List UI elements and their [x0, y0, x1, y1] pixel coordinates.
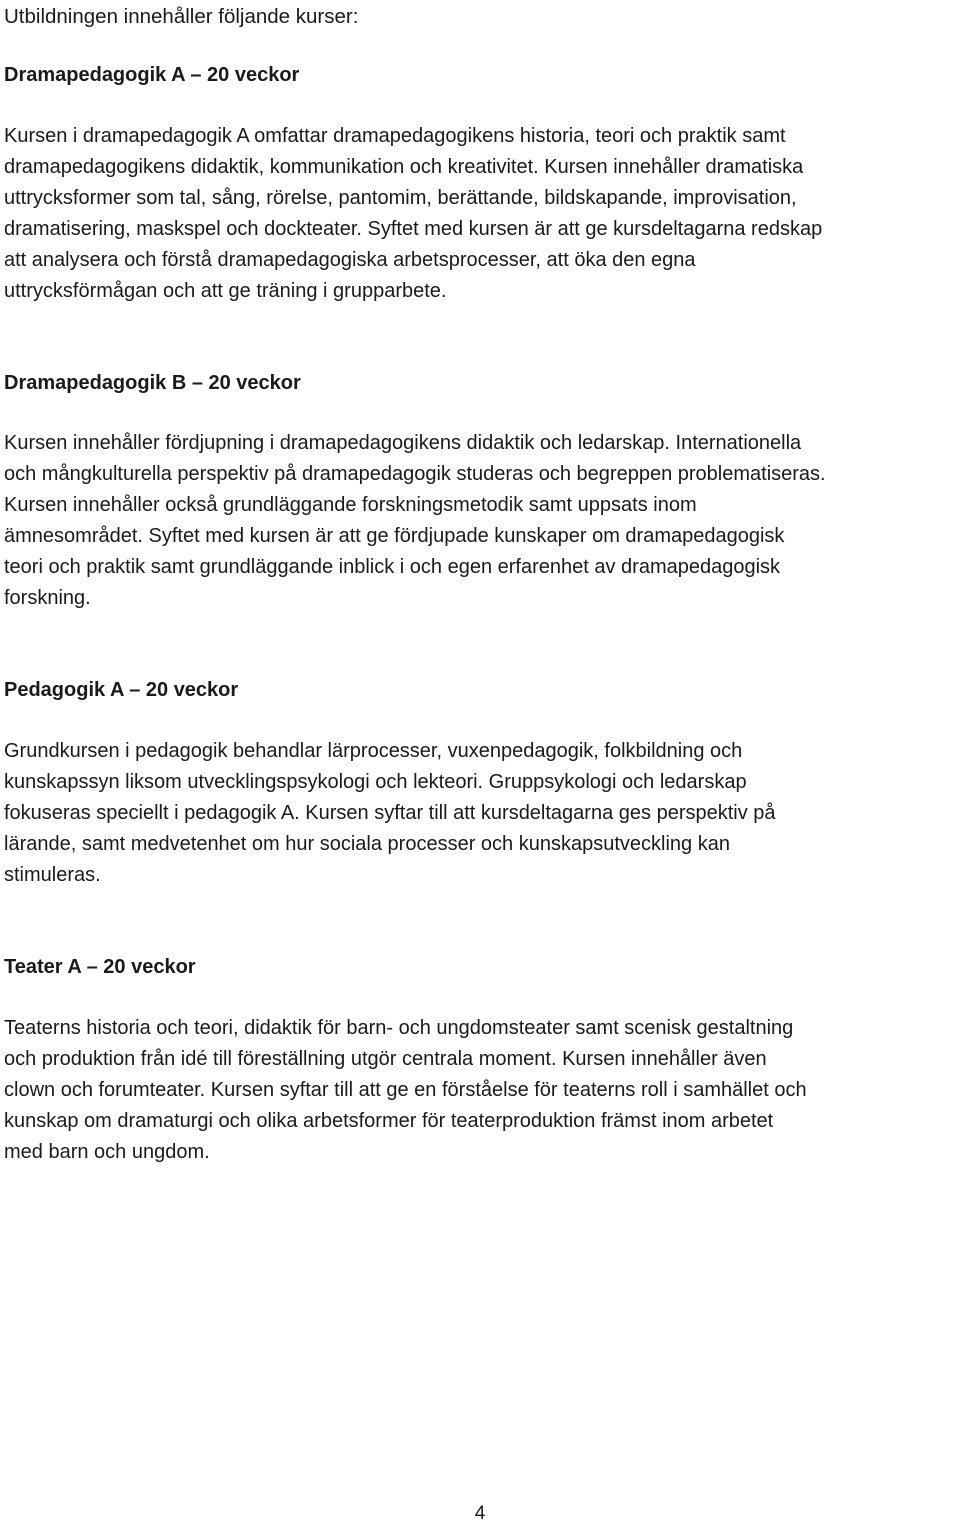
body-line: Teaterns historia och teori, didaktik för barn- och ungdomsteater samt scenisk gestaltning [4, 1017, 794, 1039]
section-heading-pedagogik-a: Pedagogik A – 20 veckor [4, 679, 239, 701]
body-line: kunskap om dramaturgi och olika arbetsformer för teaterproduktion främst inom arbetet [4, 1110, 774, 1132]
body-line: Kursen innehåller också grundläggande forskningsmetodik samt uppsats inom [4, 494, 697, 516]
body-line: Kursen i dramapedagogik A omfattar dramapedagogikens historia, teori och praktik samt [4, 125, 786, 147]
body-line: dramatisering, maskspel och dockteater. Syftet med kursen är att ge kursdeltagarna redskap [4, 218, 823, 240]
body-line: och mångkulturella perspektiv på dramapedagogik studeras och begreppen problematiseras. [4, 463, 826, 485]
body-line: kunskapssyn liksom utvecklingspsykologi och lekteori. Gruppsykologi och ledarskap [4, 771, 747, 793]
body-line: fokuseras speciellt i pedagogik A. Kursen syftar till att kursdeltagarna ges perspektiv på [4, 802, 776, 824]
section-heading-dramapedagogik-a: Dramapedagogik A – 20 veckor [4, 64, 300, 86]
section-heading-teater-a: Teater A – 20 veckor [4, 956, 196, 978]
body-line: Kursen innehåller fördjupning i dramapedagogikens didaktik och ledarskap. Internationella [4, 432, 802, 454]
body-line: lärande, samt medvetenhet om hur sociala processer och kunskapsutveckling kan [4, 833, 730, 855]
body-line: stimuleras. [4, 864, 101, 886]
body-line: dramapedagogikens didaktik, kommunikation och kreativitet. Kursen innehåller dramatiska [4, 156, 804, 178]
body-line: Grundkursen i pedagogik behandlar lärprocesser, vuxenpedagogik, folkbildning och [4, 740, 743, 762]
section-body-dramapedagogik-a [4, 121, 956, 307]
body-line: clown och forumteater. Kursen syftar till att ge en förståelse för teaterns roll i samhället och [4, 1079, 807, 1101]
section-body-pedagogik-a [4, 736, 956, 891]
section-body-dramapedagogik-b [4, 428, 956, 614]
body-line: uttrycksförmågan och att ge träning i grupparbete. [4, 280, 447, 302]
body-line: med barn och ungdom. [4, 1141, 210, 1163]
body-line: teori och praktik samt grundläggande inblick i och egen erfarenhet av dramapedagogisk [4, 556, 781, 578]
body-line: ämnesområdet. Syftet med kursen är att ge fördjupade kunskaper om dramapedagogisk [4, 525, 785, 547]
section-body-teater-a [4, 1013, 956, 1168]
body-line: forskning. [4, 587, 91, 609]
body-line: att analysera och förstå dramapedagogiska arbetsprocesser, att öka den egna [4, 249, 696, 271]
page-number: 4 [474, 1503, 486, 1524]
intro-text: Utbildningen innehåller följande kurser: [4, 5, 359, 28]
body-line: och produktion från idé till föreställning utgör centrala moment. Kursen innehåller även [4, 1048, 767, 1070]
body-line: uttrycksformer som tal, sång, rörelse, pantomim, berättande, bildskapande, improvisation, [4, 187, 797, 209]
section-heading-dramapedagogik-b: Dramapedagogik B – 20 veckor [4, 372, 301, 394]
